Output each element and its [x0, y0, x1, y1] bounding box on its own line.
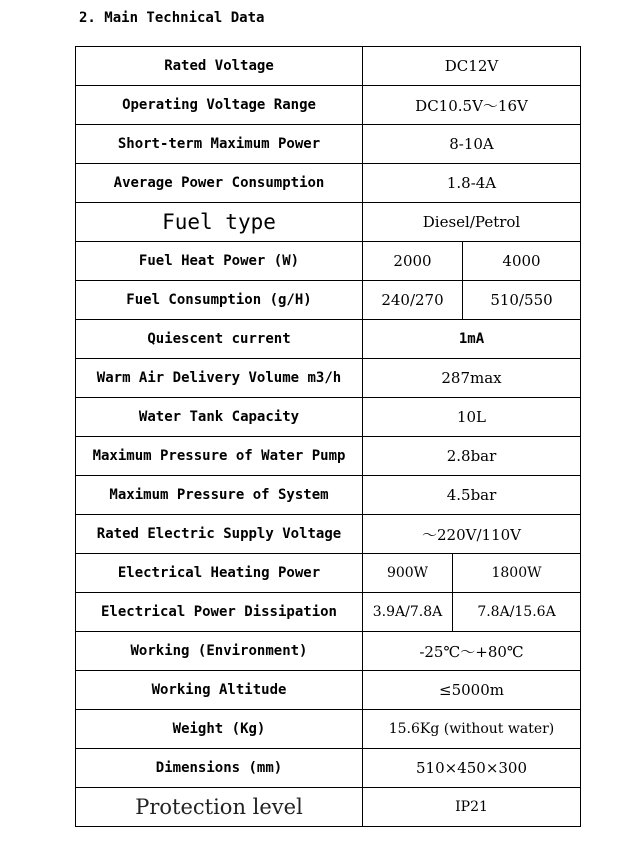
table-row	[76, 515, 581, 554]
table-row	[76, 554, 581, 593]
row-label: Quiescent current	[76, 320, 363, 359]
table-row	[76, 437, 581, 476]
row-label: Working (Environment)	[76, 632, 363, 671]
row-value: ≤5000m	[363, 671, 581, 710]
row-label: Warm Air Delivery Volume m3/h	[76, 359, 363, 398]
row-label: Operating Voltage Range	[76, 86, 363, 125]
row-label: Fuel Consumption (g/H)	[76, 281, 363, 320]
row-value: ～220V/110V	[363, 515, 581, 554]
row-value-right: 1800W	[453, 554, 581, 593]
row-value-right: 4000	[463, 242, 581, 281]
row-value-left: 240/270	[363, 281, 463, 320]
section-heading: 2. Main Technical Data	[79, 10, 265, 26]
row-label: Electrical Heating Power	[76, 554, 363, 593]
row-value: -25℃～+80℃	[363, 632, 581, 671]
table-row	[76, 632, 581, 671]
table-row	[76, 320, 581, 359]
table-row	[76, 788, 581, 827]
row-label: Rated Electric Supply Voltage	[76, 515, 363, 554]
table-row	[76, 164, 581, 203]
row-value: DC12V	[363, 47, 581, 86]
table-row	[76, 242, 581, 281]
row-value: 4.5bar	[363, 476, 581, 515]
row-value-right: 510/550	[463, 281, 581, 320]
row-value-left: 900W	[363, 554, 453, 593]
row-label: Working Altitude	[76, 671, 363, 710]
row-value: DC10.5V～16V	[363, 86, 581, 125]
row-value: 2.8bar	[363, 437, 581, 476]
row-value: 510×450×300	[363, 749, 581, 788]
row-label: Maximum Pressure of Water Pump	[76, 437, 363, 476]
row-value-left: 3.9A/7.8A	[363, 593, 453, 632]
table-row	[76, 47, 581, 86]
table-row	[76, 86, 581, 125]
table-row	[76, 125, 581, 164]
row-label: Rated Voltage	[76, 47, 363, 86]
row-value: 287max	[363, 359, 581, 398]
row-value: 1.8-4A	[363, 164, 581, 203]
row-value: 10L	[363, 398, 581, 437]
row-label: Fuel Heat Power (W)	[76, 242, 363, 281]
table-row	[76, 593, 581, 632]
table-row	[76, 281, 581, 320]
row-value: Diesel/Petrol	[363, 203, 581, 242]
row-label: Fuel type	[76, 203, 363, 242]
table-row	[76, 359, 581, 398]
row-label: Average Power Consumption	[76, 164, 363, 203]
table-row	[76, 749, 581, 788]
row-label: Protection level	[76, 788, 363, 827]
table-row	[76, 398, 581, 437]
row-value: IP21	[363, 788, 581, 827]
row-value-right: 7.8A/15.6A	[453, 593, 581, 632]
row-value: 15.6Kg (without water)	[363, 710, 581, 749]
row-label: Dimensions (mm)	[76, 749, 363, 788]
row-value: 8-10A	[363, 125, 581, 164]
table-row	[76, 710, 581, 749]
technical-data-table	[75, 46, 581, 827]
row-label: Short-term Maximum Power	[76, 125, 363, 164]
row-label: Maximum Pressure of System	[76, 476, 363, 515]
row-value: 1mA	[363, 320, 581, 359]
row-label: Water Tank Capacity	[76, 398, 363, 437]
table-row	[76, 476, 581, 515]
row-value-left: 2000	[363, 242, 463, 281]
table-row	[76, 203, 581, 242]
row-label: Electrical Power Dissipation	[76, 593, 363, 632]
row-label: Weight (Kg)	[76, 710, 363, 749]
table-row	[76, 671, 581, 710]
